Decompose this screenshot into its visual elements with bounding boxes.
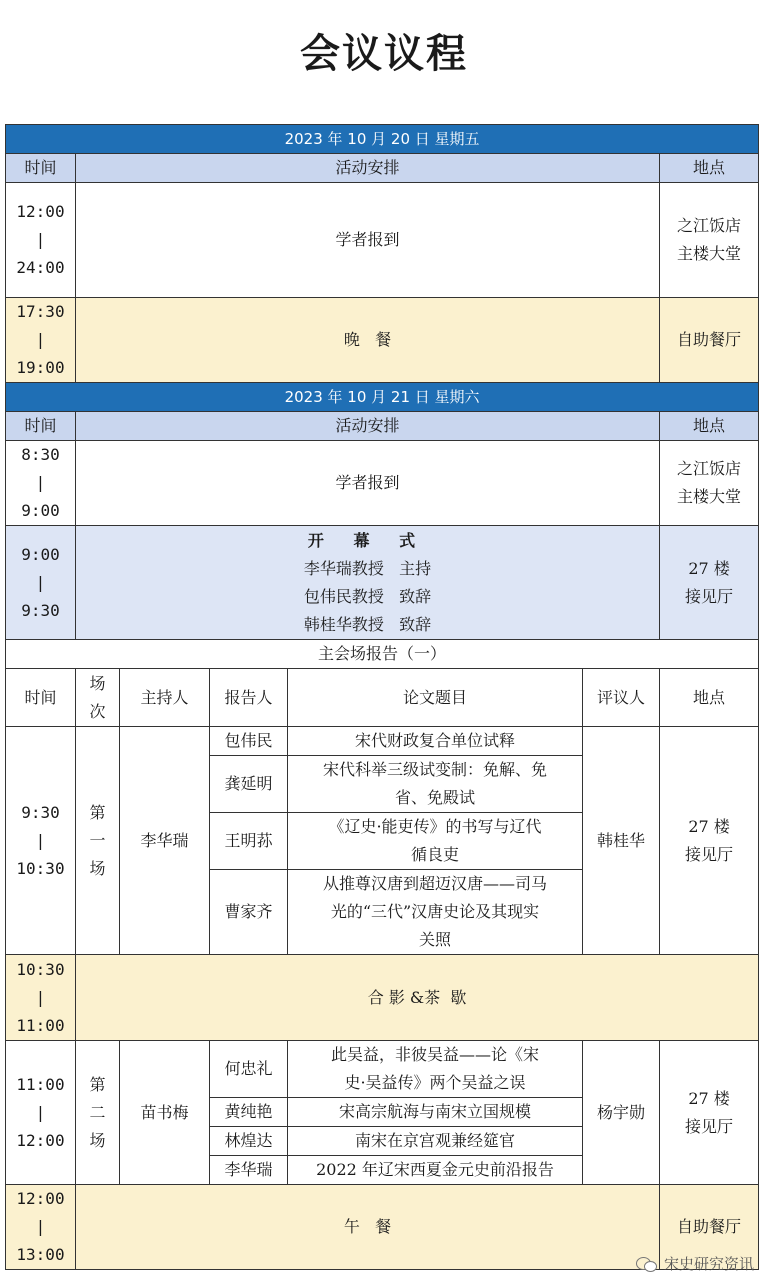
paper-cell: 2022 年辽宋西夏金元史前沿报告 — [288, 1156, 583, 1185]
agenda-table — [5, 124, 759, 1270]
day-header: 2023 年 10 月 21 日 星期六 — [6, 383, 759, 412]
time-cell: 12:00 | 24:00 — [6, 183, 76, 298]
page-title: 会议议程 — [300, 31, 468, 77]
watermark — [636, 1253, 754, 1274]
discussant-cell: 韩桂华 — [583, 727, 660, 955]
col-activity: 活动安排 — [76, 412, 660, 441]
venue-cell: 27 楼 接见厅 — [660, 727, 759, 955]
time-cell: 9:30 | 10:30 — [6, 727, 76, 955]
venue-cell: 自助餐厅 — [660, 1185, 759, 1270]
time-cell: 10:30 | 11:00 — [6, 955, 76, 1041]
col-time: 时间 — [6, 412, 76, 441]
col-speaker: 报告人 — [210, 669, 288, 727]
activity-cell: 午 餐 — [76, 1185, 660, 1270]
host-cell: 苗书梅 — [120, 1041, 210, 1185]
col-session: 场 次 — [76, 669, 120, 727]
venue-cell: 之江饭店 主楼大堂 — [660, 441, 759, 526]
speaker-cell: 何忠礼 — [210, 1041, 288, 1098]
speaker-cell: 李华瑞 — [210, 1156, 288, 1185]
col-venue: 地点 — [660, 154, 759, 183]
host-cell: 李华瑞 — [120, 727, 210, 955]
paper-cell: 宋代财政复合单位试释 — [288, 727, 583, 756]
col-time: 时间 — [6, 669, 76, 727]
time-cell: 9:00 | 9:30 — [6, 526, 76, 640]
session-number: 第 二 场 — [76, 1041, 120, 1185]
watermark-text: 宋史研究资讯 — [663, 1255, 754, 1273]
speaker-cell: 林煌达 — [210, 1127, 288, 1156]
paper-cell: 宋高宗航海与南宋立国规模 — [288, 1098, 583, 1127]
col-host: 主持人 — [120, 669, 210, 727]
activity-cell: 学者报到 — [76, 441, 660, 526]
venue-cell: 27 楼 接见厅 — [660, 1041, 759, 1185]
paper-cell: 此吴益，非彼吴益——论《宋 史·吴益传》两个吴益之误 — [288, 1041, 583, 1098]
col-discussant: 评议人 — [583, 669, 660, 727]
opening-ceremony: 开 幕 式 李华瑞教授 主持 包伟民教授 致辞 韩桂华教授 致辞 — [76, 526, 660, 640]
time-cell: 17:30 | 19:00 — [6, 298, 76, 383]
venue-cell: 自助餐厅 — [660, 298, 759, 383]
speaker-cell: 龚延明 — [210, 756, 288, 813]
paper-cell: 南宋在京宫观兼经筵官 — [288, 1127, 583, 1156]
time-cell: 8:30 | 9:00 — [6, 441, 76, 526]
activity-cell: 学者报到 — [76, 183, 660, 298]
activity-cell: 合 影 &茶 歇 — [76, 955, 759, 1041]
activity-cell: 晚 餐 — [76, 298, 660, 383]
col-paper: 论文题目 — [288, 669, 583, 727]
paper-cell: 从推尊汉唐到超迈汉唐——司马 光的“三代”汉唐史论及其现实 关照 — [288, 870, 583, 955]
speaker-cell: 黄纯艳 — [210, 1098, 288, 1127]
venue-cell: 27 楼 接见厅 — [660, 526, 759, 640]
day-header: 2023 年 10 月 20 日 星期五 — [6, 125, 759, 154]
col-venue: 地点 — [660, 412, 759, 441]
opening-title: 开 幕 式 — [307, 530, 428, 550]
section-title: 主会场报告（一） — [6, 640, 759, 669]
col-venue: 地点 — [660, 669, 759, 727]
speaker-cell: 曹家齐 — [210, 870, 288, 955]
speaker-cell: 包伟民 — [210, 727, 288, 756]
speaker-cell: 王明荪 — [210, 813, 288, 870]
col-time: 时间 — [6, 154, 76, 183]
paper-cell: 宋代科举三级试变制：免解、免 省、免殿试 — [288, 756, 583, 813]
paper-cell: 《辽史·能吏传》的书写与辽代 循良吏 — [288, 813, 583, 870]
time-cell: 12:00 | 13:00 — [6, 1185, 76, 1270]
discussant-cell: 杨宇勋 — [583, 1041, 660, 1185]
session-number: 第 一 场 — [76, 727, 120, 955]
venue-cell: 之江饭店 主楼大堂 — [660, 183, 759, 298]
col-activity: 活动安排 — [76, 154, 660, 183]
wechat-icon — [636, 1256, 658, 1272]
time-cell: 11:00 | 12:00 — [6, 1041, 76, 1185]
